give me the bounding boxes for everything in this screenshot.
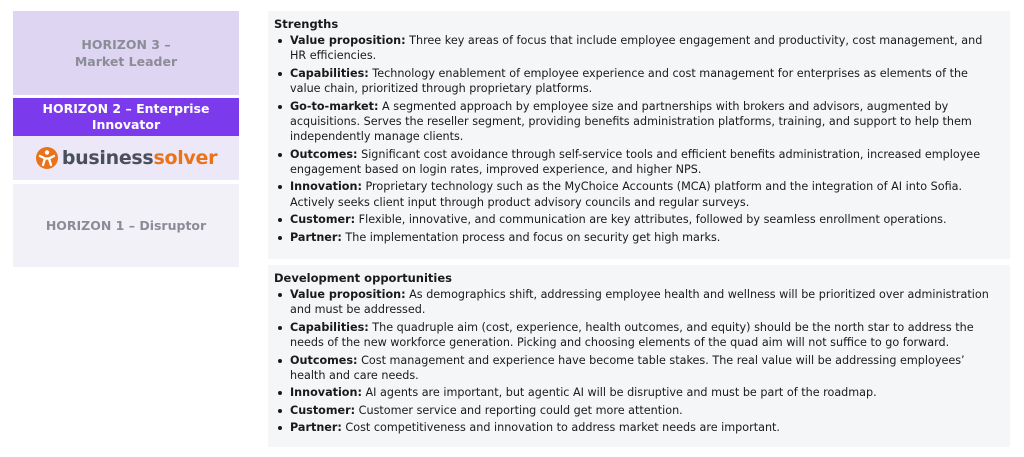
list-item (274, 403, 1002, 418)
item-text: The implementation process and focus on security get high marks. (341, 230, 721, 244)
list-item (274, 320, 1002, 351)
item-text: Significant cost avoidance through self-service tools and efficient benefits administration, increased employee engagement based on login rates, improved experience, and higher NPS. (290, 147, 981, 176)
list-item (274, 99, 1002, 145)
businessolver-logo (35, 146, 217, 170)
item-text: AI agents are important, but agentic AI will be disruptive and must be part of the roadmap. (361, 386, 877, 400)
development-panel (268, 265, 1010, 447)
item-text: The quadruple aim (cost, experience, health outcomes, and equity) should be the north star to address the needs of the new workforce generation. Picking and choosing elements of the quad aim will not suffice to go forward. (290, 320, 974, 350)
list-item (274, 147, 1002, 178)
list-item (274, 385, 1002, 400)
list-item (274, 212, 1002, 227)
strengths-title: Strengths (274, 17, 339, 31)
item-label: Customer: (290, 213, 356, 227)
logo-text-part2: solver (153, 147, 218, 169)
horizon-column (13, 11, 239, 267)
logo-text (62, 147, 217, 169)
horizon-3-box (13, 11, 239, 95)
list-item (274, 230, 1002, 245)
item-text: Technology enablement of employee experience and cost management for enterprises as elements of the value chain, prioritized through proprietary platforms. (290, 66, 968, 96)
item-text: Cost management and experience have become table stakes. The real value will be addressing employees’ health and care needs. (290, 353, 965, 382)
businessolver-logo-icon (35, 146, 59, 170)
item-text: Customer service and reporting could get more attention. (355, 403, 683, 417)
horizon-3-line2: Market Leader (74, 54, 178, 69)
item-text: Three key areas of focus that include employee engagement and productivity, cost management, and HR efficiencies. (290, 34, 983, 63)
item-label: Capabilities: (290, 320, 369, 334)
item-label: Innovation: (290, 180, 362, 194)
list-item (274, 420, 1002, 435)
item-label: Customer: (290, 403, 356, 417)
strengths-panel (268, 11, 1010, 259)
item-label: Outcomes: (290, 353, 358, 367)
development-list (274, 287, 1002, 436)
list-item (274, 287, 1002, 318)
item-label: Value proposition: (290, 288, 406, 301)
horizon-3-line1: HORIZON 3 – (81, 37, 171, 52)
item-label: Partner: (290, 230, 342, 244)
logo-text-part1: business (61, 147, 154, 169)
item-text: Cost competitiveness and innovation to address market needs are important. (341, 421, 780, 435)
horizon-2-box (13, 98, 239, 136)
item-label: Go-to-market: (290, 99, 379, 113)
strengths-list (274, 33, 1002, 245)
item-text: Flexible, innovative, and communication are key attributes, followed by seamless enrollment operations. (355, 213, 947, 227)
item-label: Capabilities: (290, 66, 369, 80)
item-label: Innovation: (290, 386, 362, 400)
horizon-1-label: HORIZON 1 – Disruptor (45, 218, 207, 233)
horizon-2-line1: HORIZON 2 – Enterprise (42, 101, 210, 116)
item-label: Value proposition: (290, 34, 406, 47)
list-item (274, 179, 1002, 210)
item-label: Outcomes: (290, 147, 358, 161)
item-label: Partner: (290, 421, 342, 435)
logo-box (13, 136, 239, 180)
development-title: Development opportunities (274, 271, 453, 285)
item-text: As demographics shift, addressing employee health and wellness will be prioritized over administration and must be addressed. (290, 288, 989, 317)
list-item (274, 353, 1002, 384)
item-text: Proprietary technology such as the MyChoice Accounts (MCA) platform and the integration of AI into Sofia. Actively seeks client input through product advisory councils and regular surveys. (290, 180, 963, 209)
list-item (274, 66, 1002, 97)
horizon-1-box (13, 184, 239, 267)
list-item (274, 33, 1002, 64)
horizon-2-line2: Innovator (91, 117, 161, 132)
item-text: A segmented approach by employee size and partnerships with brokers and advisors, augmented by acquisitions. Serves the reseller segment, providing benefits administration platforms, training, and support to help them independently manage clients. (290, 99, 972, 144)
